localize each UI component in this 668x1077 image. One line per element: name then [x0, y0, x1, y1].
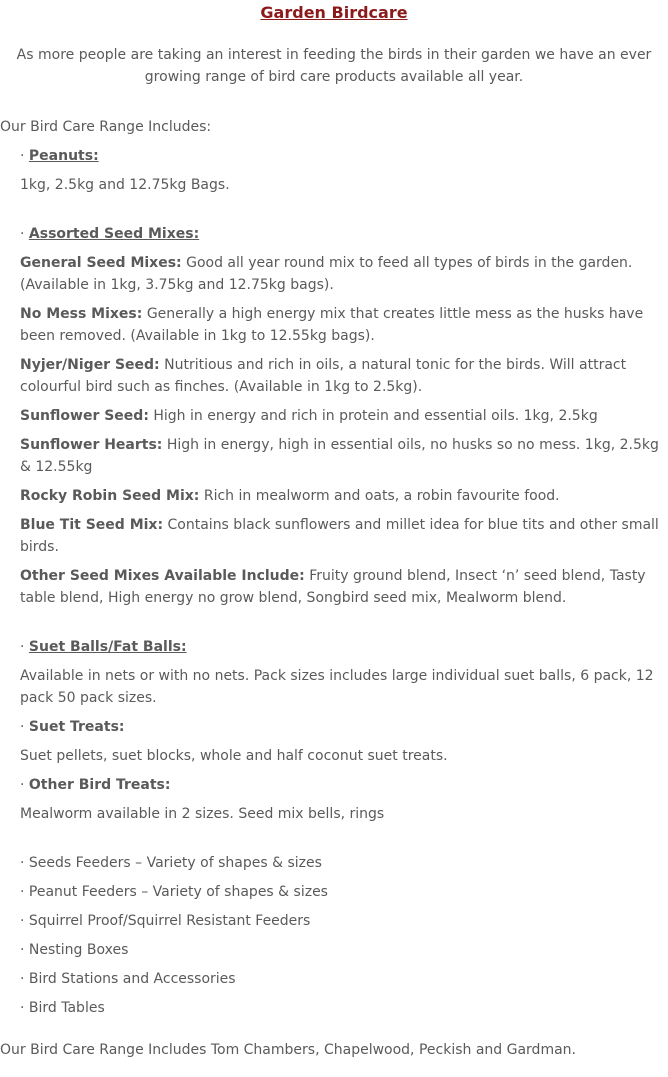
seed-item-nyjer — [20, 354, 665, 398]
feeder-item-nesting-boxes: · Nesting Boxes — [20, 942, 129, 958]
seed-item-name: General Seed Mixes: — [20, 255, 182, 271]
seed-item-text: High in energy, high in essential oils, no husks so no mess. 1kg, 2.5kg & 12.55kg — [20, 437, 659, 475]
seed-item-general — [20, 252, 665, 296]
suet-balls-heading — [20, 636, 187, 658]
seed-item-text: Generally a high energy mix that creates little mess as the husks have been removed. (Available in 1kg to 12.55kg bags). — [20, 306, 644, 344]
suet-treats-text: Suet pellets, suet blocks, whole and half coconut suet treats. — [20, 748, 448, 764]
seed-item-no-mess — [20, 303, 665, 347]
feeder-item-squirrel-proof: · Squirrel Proof/Squirrel Resistant Feeders — [20, 913, 311, 929]
bullet: · — [20, 719, 25, 735]
seed-mixes-heading — [20, 223, 199, 245]
seed-item-text: High in energy and rich in protein and essential oils. 1kg, 2.5kg — [153, 408, 598, 424]
seed-mixes-label: Assorted Seed Mixes: — [28, 226, 200, 242]
seed-item-other-mixes — [20, 565, 665, 609]
seed-item-name: Rocky Robin Seed Mix: — [20, 488, 200, 504]
seed-item-sunflower-hearts — [20, 434, 665, 478]
bullet: · — [20, 639, 25, 655]
bullet: · — [20, 148, 25, 164]
seed-item-name: No Mess Mixes: — [20, 306, 143, 322]
feeder-item-bird-stations: · Bird Stations and Accessories — [20, 971, 236, 987]
seed-item-name: Blue Tit Seed Mix: — [20, 517, 164, 533]
page-title: Garden Birdcare — [260, 3, 408, 22]
seed-item-text: Fruity ground blend, Insect ‘n’ seed blend, Tasty table blend, High energy no grow blend, Songbird seed mix, Mealworm blend. — [20, 568, 646, 606]
range-heading: Our Bird Care Range Includes: — [0, 119, 212, 135]
feeder-item-seeds: · Seeds Feeders – Variety of shapes & sizes — [20, 855, 322, 871]
feeder-item-peanut: · Peanut Feeders – Variety of shapes & sizes — [20, 884, 328, 900]
brands-line: Our Bird Care Range Includes Tom Chambers, Chapelwood, Peckish and Gardman. — [0, 1042, 576, 1058]
other-treats-text: Mealworm available in 2 sizes. Seed mix bells, rings — [20, 806, 385, 822]
seed-item-name: Nyjer/Niger Seed: — [20, 357, 160, 373]
feeder-item-bird-tables: · Bird Tables — [20, 1000, 105, 1016]
bullet: · — [20, 777, 25, 793]
suet-balls-text: Available in nets or with no nets. Pack sizes includes large individual suet balls, 6 pack, 12 pack 50 pack sizes. — [20, 668, 654, 706]
seed-item-sunflower-seed — [20, 405, 665, 427]
other-treats-label: Other Bird Treats: — [28, 777, 171, 793]
seed-item-text: Good all year round mix to feed all types of birds in the garden. (Available in 1kg, 3.75kg and 12.75kg bags). — [20, 255, 633, 293]
seed-item-text: Nutritious and rich in oils, a natural tonic for the birds. Will attract colourful bird such as finches. (Available in 1kg to 2.5kg). — [20, 357, 627, 395]
intro-paragraph: As more people are taking an interest in feeding the birds in their garden we have an ever growing range of bird care products available all year. — [16, 47, 652, 85]
bullet: · — [20, 226, 25, 242]
peanuts-label: Peanuts: — [28, 148, 99, 164]
seed-item-text: Contains black sunflowers and millet idea for blue tits and other small birds. — [20, 517, 659, 555]
peanuts-text: 1kg, 2.5kg and 12.75kg Bags. — [20, 177, 230, 193]
seed-item-name: Sunflower Seed: — [20, 408, 149, 424]
seed-item-blue-tit — [20, 514, 665, 558]
suet-balls-label: Suet Balls/Fat Balls: — [28, 639, 187, 655]
suet-treats-label: Suet Treats: — [28, 719, 125, 735]
seed-item-rocky-robin — [20, 485, 665, 507]
seed-item-name: Sunflower Hearts: — [20, 437, 163, 453]
peanuts-heading — [20, 145, 99, 167]
suet-treats-heading — [20, 716, 125, 738]
other-treats-heading — [20, 774, 171, 796]
seed-item-text: Rich in mealworm and oats, a robin favourite food. — [203, 488, 560, 504]
seed-item-name: Other Seed Mixes Available Include: — [20, 568, 305, 584]
